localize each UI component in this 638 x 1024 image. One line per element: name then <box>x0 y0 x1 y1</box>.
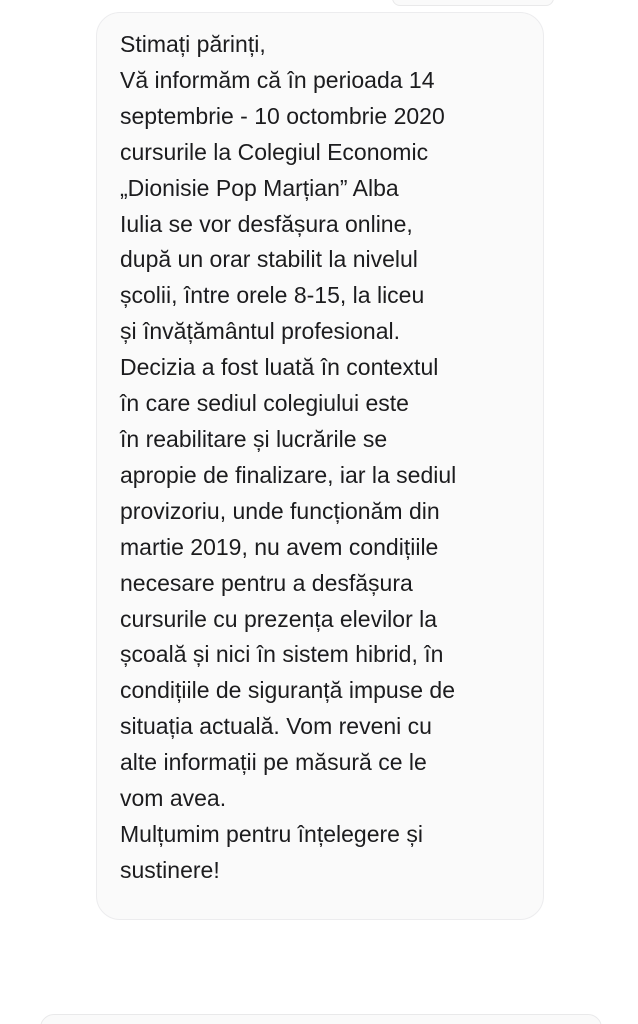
message-line: vom avea. <box>120 785 227 812</box>
next-message-bubble[interactable] <box>40 1014 602 1024</box>
message-line: Decizia a fost luată în contextul <box>120 354 439 381</box>
message-line: Stimați părinți, <box>120 31 266 57</box>
message-line: după un orar stabilit la nivelul <box>120 246 418 273</box>
message-line: martie 2019, nu avem condițiile <box>120 533 439 560</box>
message-line: situația actuală. Vom reveni cu <box>120 713 432 740</box>
message-line: condițiile de siguranță impuse de <box>120 677 455 704</box>
message-line: necesare pentru a desfășura <box>120 569 413 596</box>
message-line: sustinere! <box>120 856 220 883</box>
message-line: apropie de finalizare, iar la sediul <box>120 461 457 488</box>
message-line: școlii, între orele 8-15, la liceu <box>120 282 425 309</box>
message-text <box>120 27 520 889</box>
message-line: „Dionisie Pop Marțian” Alba <box>120 174 399 201</box>
message-line: în care sediul colegiului este <box>120 390 409 417</box>
previous-message-bubble[interactable] <box>392 0 554 6</box>
message-line: septembrie - 10 octombrie 2020 <box>120 102 445 129</box>
message-line: cursurile cu prezența elevilor la <box>120 605 438 632</box>
message-line: școală și nici în sistem hibrid, în <box>120 641 444 668</box>
message-line: alte informații pe măsură ce le <box>120 749 427 776</box>
message-line: în reabilitare și lucrările se <box>120 425 388 452</box>
message-line: și învățământul profesional. <box>120 318 400 345</box>
message-line: Iulia se vor desfășura online, <box>120 210 413 237</box>
message-line: provizoriu, unde funcționăm din <box>120 497 440 524</box>
message-line: cursurile la Colegiul Economic <box>120 138 429 165</box>
message-line: Mulțumim pentru înțelegere și <box>120 820 423 847</box>
message-line: Vă informăm că în perioada 14 <box>120 66 435 93</box>
